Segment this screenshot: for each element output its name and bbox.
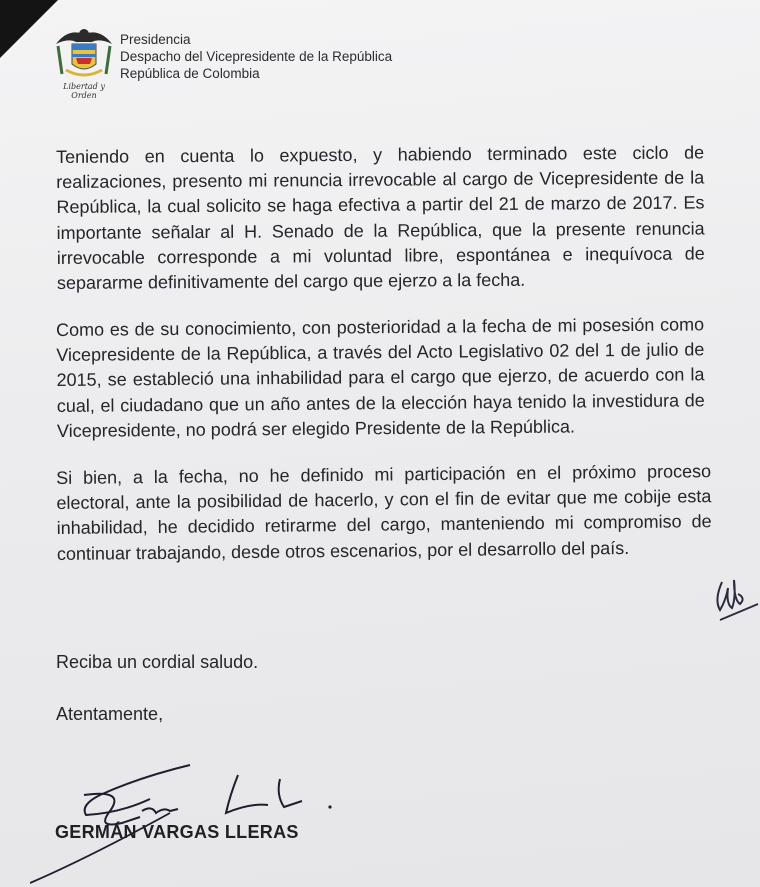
coat-of-arms-seal xyxy=(52,22,116,100)
closing-greeting: Reciba un cordial saludo. xyxy=(56,652,259,672)
body-paragraph-3: Si bien, a la fecha, no he definido mi participación en el próximo proceso electoral, ante la posibilidad de hacerlo, y con el fin de evitar que me cobije esta inhabilidad, he decidido retirarme del cargo, manteniendo mi compromiso de continuar trabajando, desde otros escenarios, por el desarrollo del país. xyxy=(56,461,712,564)
handwritten-initials xyxy=(700,570,760,630)
closing-farewell: Atentamente, xyxy=(56,704,164,724)
letterhead xyxy=(120,31,392,82)
signer-name: GERMÁN VARGAS LLERAS xyxy=(55,822,299,842)
seal-motto: Libertad y Orden xyxy=(63,82,105,100)
letterhead-line-republica: República de Colombia xyxy=(120,66,260,81)
letter-body xyxy=(56,142,712,589)
letterhead-line-presidencia: Presidencia xyxy=(120,32,191,47)
handwritten-signature xyxy=(30,755,350,885)
body-paragraph-1: Teniendo en cuenta lo expuesto, y habiendo terminado este ciclo de realizaciones, presento mi renuncia irrevocable al cargo de Vicepresidente de la República, la cual solicito se haga efectiva a partir del 21 de marzo de 2017. Es importante señalar al H. Senado de la República, que la presente renuncia irrevocable corresponde a mi voluntad libre, espontánea e inequívoca de separarme definitivamente del cargo que ejerzo a la fecha. xyxy=(56,142,705,294)
letterhead-line-despacho: Despacho del Vicepresidente de la República xyxy=(120,49,393,64)
body-paragraph-2: Como es de su conocimiento, con posterioridad a la fecha de mi posesión como Vicepresidente de la República, a través del Acto Legislativo 02 del 1 de julio de 2015, se estableció una inhabilidad para el cargo que ejerzo, de acuerdo con la cual, el ciudadano que un año antes de la elección haya tenido la investidura de Vicepresidente, no podrá ser elegido Presidente de la República. xyxy=(56,314,705,442)
page-corner-shadow xyxy=(0,0,58,58)
coat-of-arms-icon xyxy=(52,22,116,82)
